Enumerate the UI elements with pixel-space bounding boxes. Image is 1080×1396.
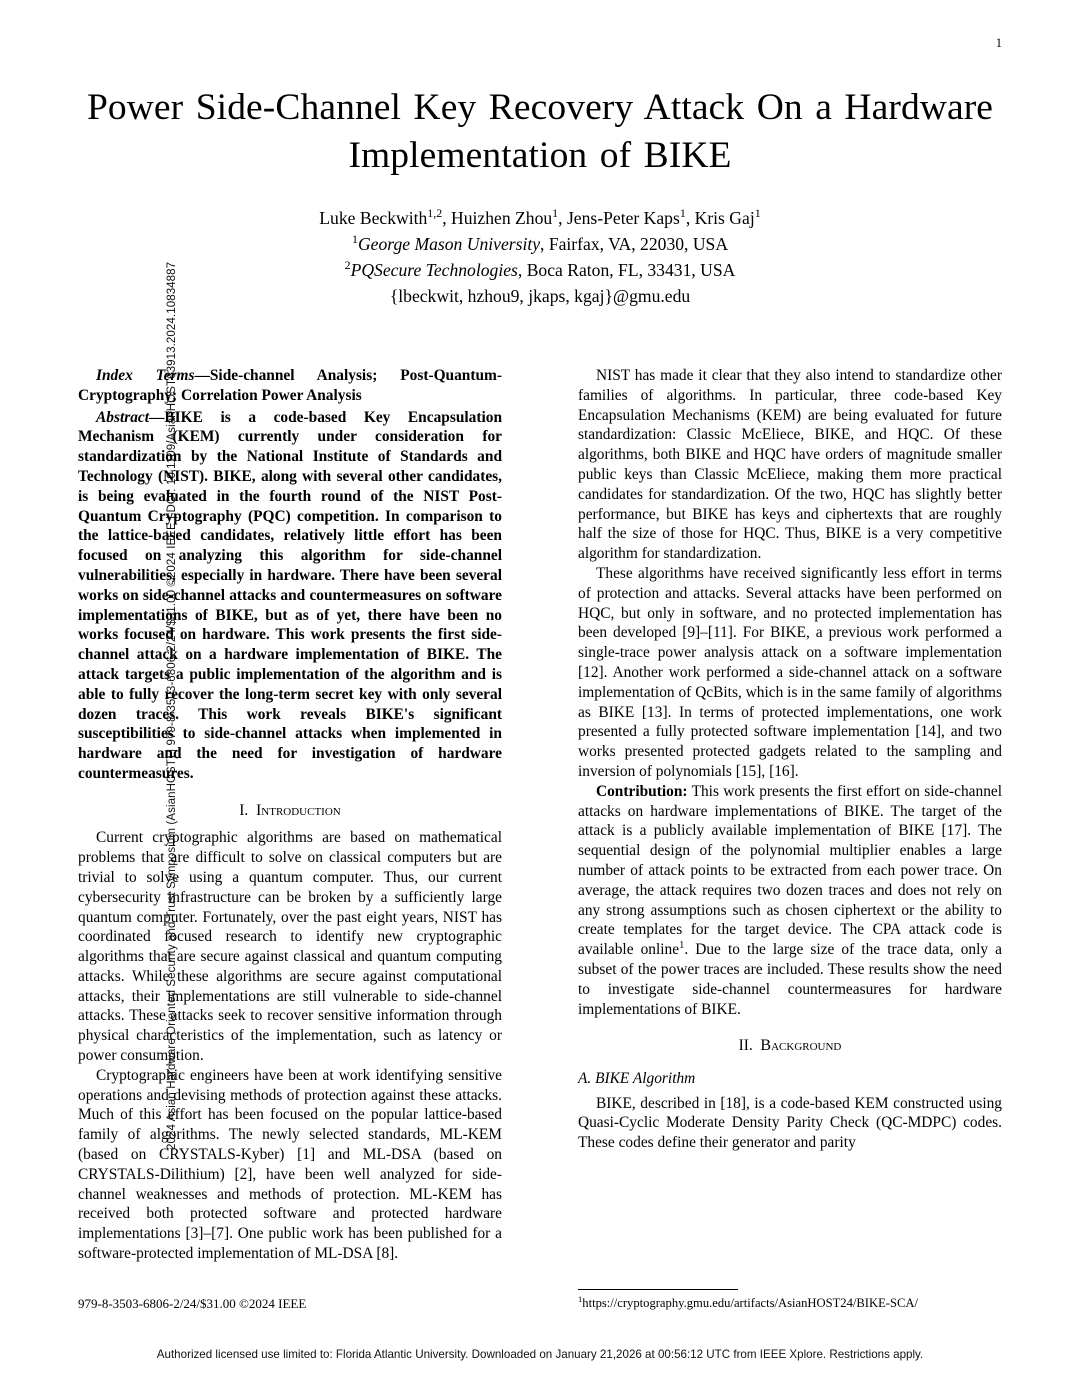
author-name: Luke Beckwith (319, 208, 428, 228)
section-title: Introduction (255, 801, 341, 819)
isbn-copyright-line: 979-8-3503-6806-2/24/$31.00 ©2024 IEEE (78, 1296, 307, 1311)
section-number: I. (239, 801, 249, 819)
contribution-label: Contribution: (596, 782, 688, 800)
subsection-heading-bike-algorithm: A. BIKE Algorithm (578, 1069, 696, 1087)
abstract-text: —BIKE is a code-based Key Encapsulation Mechanism (KEM) currently under consideration for standardization by the National Institute of Standards and Technology (NIST). BIKE, along with several other candidates, is being evaluated in the fourth round of the NIST Post-Quantum Cryptography (PQC) competition. In comparison to the lattice-based candidates, relatively little effort has been focused on analyzing this algorithm for side-channel vulnerabilities, especially in hardware. There have been several works on side-channel attacks and countermeasures on software implementations of BIKE, but as of yet, there have been no works focused on hardware. This work presents the first side-channel attack on a hardware implementation of BIKE. The attack targets a public implementation of the algorithm and is able to fully recover the long-term secret key with only several dozen traces. This work reveals BIKE's significant susceptibilities to side-channel attacks when implemented in hardware and the need for investigation of hardware countermeasures. (78, 408, 502, 782)
section-heading-introduction (78, 801, 502, 822)
side-margin-metadata: 2024 Asian Hardware Oriented Security and Trust Symposium (AsianHOST) | 979-8-3503-6806-2/24/$31.00 ©2024 IEEE | DOI: 10.1109/AsianHOST63913.2024.10834887 (166, 261, 178, 1150)
affiliation-institution: George Mason University (357, 233, 541, 254)
index-terms-label: Index Terms (96, 367, 195, 384)
paragraph: Cryptographic engineers have been at work identifying sensitive operations and devising methods of protection against these attacks. Much of this effort has been focused on the popular lattice-based family of algorithms. The newly selected standards, ML-KEM (based on CRYSTALS-Kyber) [1] and ML-DSA (based on CRYSTALS-Dilithium) [2], have been well analyzed for side-channel weaknesses and methods of protection. ML-KEM has received both protected software and protected hardware implementations [3]–[7]. One public work has been published for a software-protected implementation of ML-DSA [8]. (78, 1066, 502, 1263)
section-heading-background (578, 1036, 1002, 1057)
affiliation-marker: 2 (344, 257, 351, 272)
author-affil-marker: 1,2 (427, 206, 443, 221)
affiliation-1 (78, 232, 1002, 258)
page-title: Power Side-Channel Key Recovery Attack On a Hardware Implementation of BIKE (86, 87, 994, 176)
left-column (78, 366, 502, 1264)
author-block (78, 206, 1002, 309)
footnote-url[interactable]: https://cryptography.gmu.edu/artifacts/AsianHOST24/BIKE-SCA/ (582, 1296, 918, 1310)
author-name: Jens-Peter Kaps (566, 208, 680, 228)
affiliation-2 (78, 258, 1002, 284)
abstract (78, 408, 502, 784)
abstract-label: Abstract (96, 408, 150, 426)
contribution-paragraph (578, 782, 1002, 1020)
index-terms-text: —Side-channel Analysis; Post-Quantum-Cryptography; Correlation Power Analysis (78, 367, 502, 404)
page-number: 1 (995, 36, 1002, 50)
author-affil-marker: 1 (552, 206, 559, 221)
author-affil-marker: 1 (754, 206, 761, 221)
affiliation-marker: 1 (351, 232, 358, 246)
affiliation-address: , Fairfax, VA, 22030, USA (540, 233, 729, 254)
paragraph: These algorithms have received significantly less effort in terms of protection and attacks. Several attacks have been performed on HQC, but only in software, and no protected implementation has been developed [9]–[11]. For BIKE, a previous work performed a single-trace power analysis attack on a software implementation [12]. Another work performed a side-channel attack on a software implementation of QcBits, which is in the same family of algorithms as BIKE [13]. In terms of protected implementations, one work presented a fully protected software implementation [14], and two works presented protected gadgets related to the sampling and inversion of polynomials [15], [16]. (578, 564, 1002, 780)
footnote-separator-rule (578, 1289, 738, 1290)
paragraph: NIST has made it clear that they also intend to standardize other families of algorithms. In particular, three code-based Key Encapsulation Mechanisms (KEM) are being evaluated for future standardization: Classic McEliece, BIKE, and HQC. Of these algorithms, both BIKE and HQC have orders of magnitude smaller public keys than Classic McEliece, making them more practical candidates for standardization. Of the two, HQC has slightly better performance, but BIKE has keys and ciphertexts that are roughly half the size of those for HQC. Thus, BIKE is a very competitive algorithm for standardization. (578, 367, 1002, 563)
license-notice: Authorized licensed use limited to: Florida Atlantic University. Downloaded on January 21,2026 at 00:56:12 UTC from IEEE Xplore. Restrictions apply. (156, 1348, 924, 1361)
affiliation-institution: PQSecure Technologies (350, 259, 518, 280)
author-name: Kris Gaj (694, 208, 755, 228)
contribution-text-cont: . Due to the large size of the trace data, only a subset of the power traces are included. These results show the need to investigate side-channel countermeasures for hardware implementations of BIKE. (578, 941, 1002, 1018)
paragraph: Current cryptographic algorithms are based on mathematical problems that are difficult to solve on classical computers but are trivial to solve using a quantum computer. Thus, our current cybersecurity infrastructure can be broken by a sufficiently large quantum computer. Fortunately, over the past eight years, NIST has coordinated focused research to identify new cryptographic algorithms that are secure against classical and quantum computing attacks. While these algorithms are secure against computational attacks, their implementations are still vulnerable to side-channel attacks. These attacks seek to recover sensitive information through physical characteristics of the implementation, such as latency or power consumption. (78, 829, 502, 1065)
footnote-reference-marker[interactable]: 1 (679, 939, 685, 951)
right-column (578, 366, 1002, 1153)
paragraph: BIKE, described in [18], is a code-based KEM constructed using Quasi-Cyclic Moderate Density Parity Check (QC-MDPC) codes. These codes define their generator and parity (578, 1094, 1002, 1152)
author-affil-marker: 1 (679, 206, 686, 221)
footnote-marker: 1 (578, 1293, 583, 1304)
author-email: {lbeckwit, hzhou9, jkaps, kgaj}@gmu.edu (389, 285, 691, 306)
footnote (578, 1293, 1002, 1312)
author-name: Huizhen Zhou (451, 208, 553, 228)
affiliation-address: , Boca Raton, FL, 33431, USA (517, 259, 736, 280)
body-columns (78, 366, 1002, 1271)
section-title: Background (760, 1037, 842, 1055)
author-names: Luke Beckwith$^{1,2}$, Huizhen Zhou$^1$, Jens-Peter Kaps$^1$, Kris Gaj$^1$ (319, 206, 761, 228)
contribution-text: This work presents the first effort on side-channel attacks on hardware implementations of BIKE. The target of the attack is a publicly available implementation of BIKE [17]. The sequential design of the polynomial multiplier enables a large number of attack points to be extracted from each power trace. On average, the attack requires two dozen traces and does not rely on any strong assumptions such as chosen ciphertext or the ability to create templates for the target device. The CPA attack code is available online (578, 782, 1002, 959)
index-terms (78, 366, 502, 406)
section-number: II. (738, 1037, 753, 1055)
paper-header (78, 84, 1002, 309)
